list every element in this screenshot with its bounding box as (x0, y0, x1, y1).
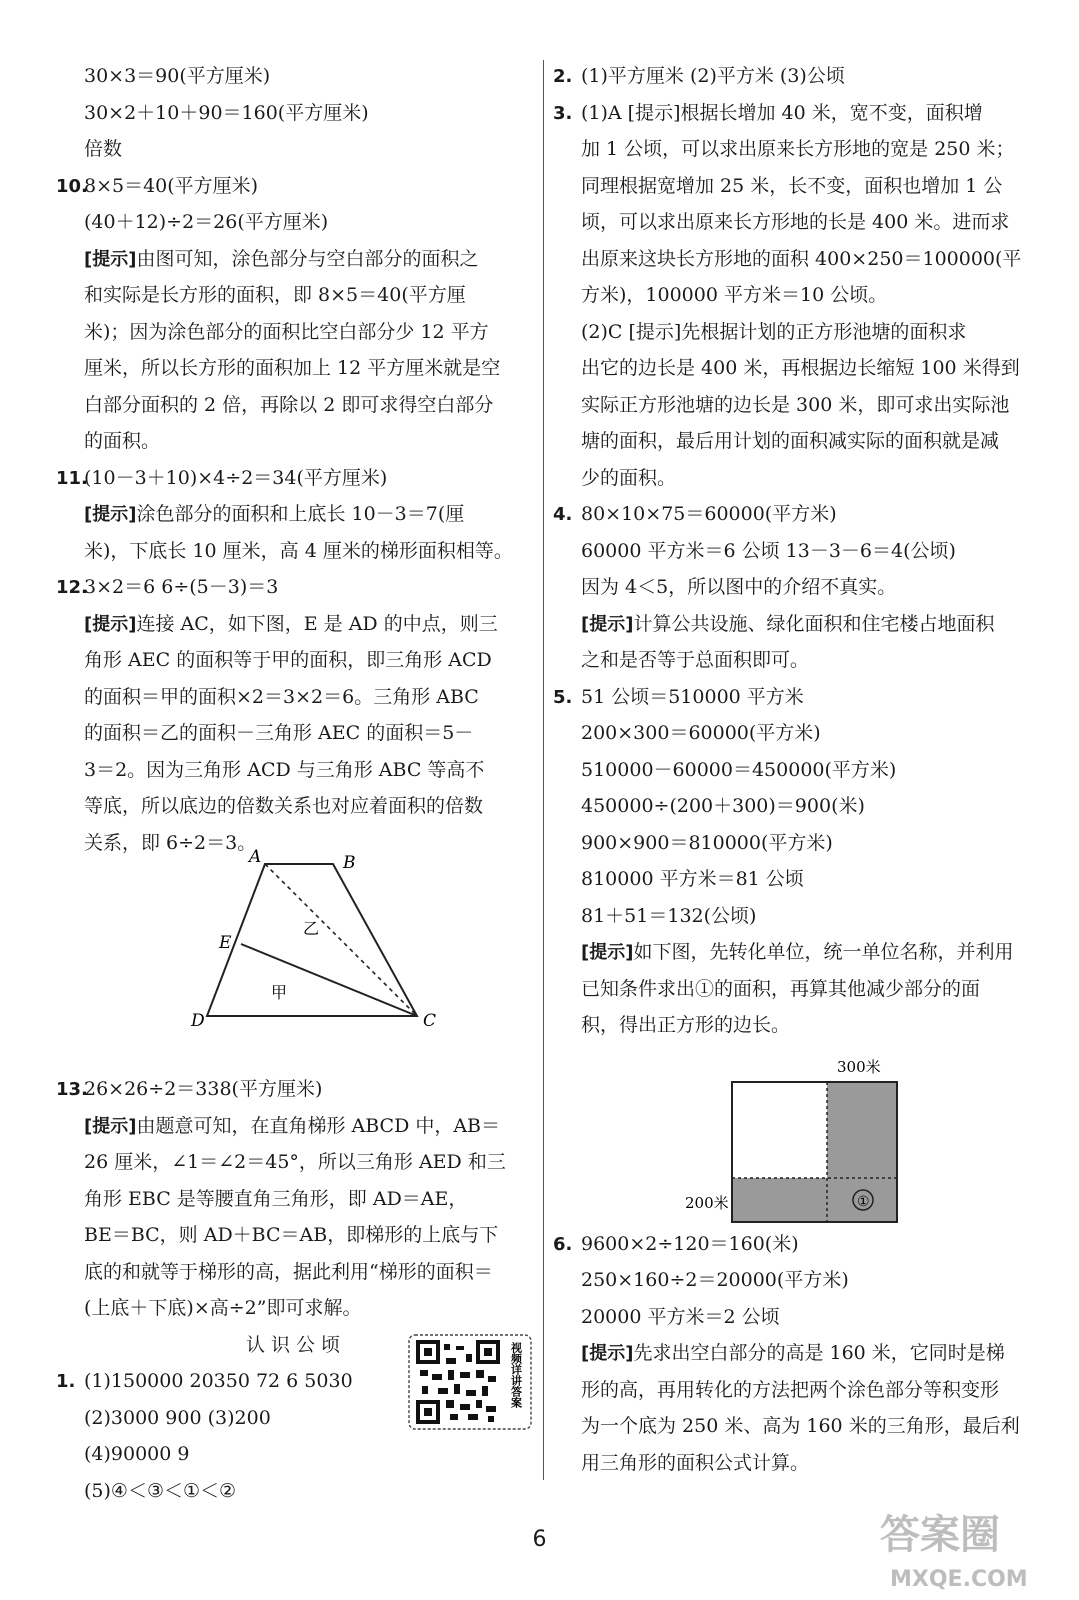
right-text-block-2 (553, 1226, 1033, 1482)
line-text: 8×5＝40(平方厘米) (84, 174, 259, 197)
line-text: (1)A [提示]根据长增加 40 米，宽不变，面积增 (581, 101, 983, 124)
text-line (553, 314, 1033, 351)
text-line (56, 423, 536, 460)
line-text: 60000 平方米＝6 公顷 13－3－6＝4(公顷) (581, 539, 956, 562)
label-b: B (343, 853, 356, 873)
line-text: 顷，可以求出原来长方形地的长是 400 米。进而求 (581, 211, 1010, 233)
line-text: 底的和就等于梯形的高，据此利用“梯形的面积＝ (84, 1260, 493, 1283)
watermark-logo (870, 1500, 1070, 1595)
watermark-title: 答案圈 (880, 1512, 1000, 1558)
text-line (553, 131, 1033, 168)
question-line (56, 460, 536, 497)
section-title: 认识公顷 (245, 1333, 346, 1356)
text-line (553, 277, 1033, 314)
line-text: 200×300＝60000(平方米) (581, 722, 821, 744)
question-number: 2. (553, 66, 573, 87)
line-text: 厘米，所以长方形的面积加上 12 平方厘米就是空 (84, 357, 501, 379)
text-line (56, 642, 536, 679)
diagonal-ac (265, 864, 417, 1016)
text-line (553, 533, 1033, 570)
text-line (56, 715, 536, 752)
line-text: 26 厘米，∠1＝∠2＝45°，所以三角形 AED 和三 (84, 1151, 506, 1173)
text-line (553, 460, 1033, 497)
text-line (56, 131, 536, 168)
label-yi: 乙 (303, 919, 320, 938)
text-line (56, 1436, 536, 1473)
line-text: 等底，所以底边的倍数关系也对应着面积的倍数 (84, 795, 484, 817)
line-text: 51 公顷＝510000 平方米 (581, 685, 804, 708)
line-text: 为一个底为 250 米、高为 160 米的三角形，最后利 (581, 1415, 1020, 1437)
hint-tag: [提示] (84, 248, 137, 270)
text-line (553, 1007, 1033, 1044)
line-text: 角形 EBC 是等腰直角三角形，即 AD＝AE， (84, 1187, 468, 1210)
line-text: 30×2＋10＋90＝160(平方厘米) (84, 101, 369, 124)
line-text: (上底＋下底)×高÷2”即可求解。 (84, 1297, 362, 1319)
line-text: 米)；因为涂色部分的面积比空白部分少 12 平方 (84, 320, 489, 343)
question-line (553, 95, 1033, 132)
line-text: BE＝BC，则 AD＋BC＝AB，即梯形的上底与下 (84, 1224, 499, 1246)
text-line (553, 825, 1033, 862)
right-column (553, 58, 1033, 1481)
line-text: 的面积＝甲的面积×2＝3×2＝6。三角形 ABC (84, 685, 479, 708)
hint-tag: [提示] (581, 1343, 634, 1364)
text-line (553, 1262, 1033, 1299)
line-text: 倍数 (84, 138, 123, 160)
label-d: D (191, 1011, 205, 1028)
text-line (56, 95, 536, 132)
line-text: 因为 4＜5，所以图中的介绍不真实。 (581, 576, 897, 598)
line-text: (2)3000 900 (3)200 (84, 1406, 271, 1429)
line-text: 9600×2÷120＝160(米) (581, 1232, 799, 1255)
line-text: (10－3＋10)×4÷2＝34(平方厘米) (84, 466, 388, 489)
page-number: 6 (532, 1527, 547, 1552)
line-text: 出它的边长是 400 米，再根据边长缩短 100 米得到 (581, 357, 1020, 379)
right-text-block (553, 58, 1033, 1044)
line-text: 的面积＝乙的面积－三角形 AEC 的面积＝5－ (84, 722, 474, 744)
line-text: 关系，即 6÷2＝3。 (84, 831, 257, 854)
text-line (553, 898, 1033, 935)
qr-code-block (408, 1334, 532, 1430)
line-text: 30×3＝90(平方厘米) (84, 65, 271, 87)
question-line (553, 496, 1033, 533)
trapezoid-figure (185, 848, 455, 1028)
question-number: 6. (553, 1233, 573, 1255)
question-line (553, 679, 1033, 716)
line-text: 和实际是长方形的面积，即 8×5＝40(平方厘 (84, 284, 466, 306)
square-figure (685, 1052, 915, 1227)
question-number: 11. (56, 467, 88, 489)
text-line (56, 752, 536, 789)
text-line (553, 350, 1033, 387)
text-line (553, 1408, 1033, 1445)
line-text: 900×900＝810000(平方米) (581, 831, 833, 854)
text-line (553, 204, 1033, 241)
text-line (56, 241, 536, 278)
text-line (56, 679, 536, 716)
text-line (56, 314, 536, 351)
question-number: 3. (553, 102, 573, 124)
line-text: 如下图，先转化单位，统一单位名称，并利用 (633, 941, 1014, 963)
text-line (553, 569, 1033, 606)
question-number: 5. (553, 686, 573, 708)
question-number: 13. (56, 1079, 88, 1100)
left-column (56, 58, 536, 1509)
line-text: 的面积。 (84, 430, 161, 452)
hint-tag: [提示] (84, 1115, 137, 1137)
line-text: 用三角形的面积公式计算。 (581, 1451, 810, 1474)
line-text: 加 1 公顷，可以求出原来长方形地的宽是 250 米； (581, 138, 1015, 160)
text-line (553, 387, 1033, 424)
line-text: 20000 平方米＝2 公顷 (581, 1305, 780, 1328)
line-text: 由题意可知，在直角梯形 ABCD 中，AB＝ (136, 1114, 501, 1137)
line-text: 积，得出正方形的边长。 (581, 1014, 791, 1036)
text-line (56, 496, 536, 533)
text-line (56, 606, 536, 643)
label-c: C (423, 1011, 437, 1028)
line-text: 实际正方形池塘的边长是 300 米，即可求出实际池 (581, 393, 1010, 416)
line-text: 白部分面积的 2 倍，再除以 2 即可求得空白部分 (84, 393, 494, 416)
label-jia: 甲 (271, 983, 288, 1002)
line-text: 方米)，100000 平方米＝10 公顷。 (581, 284, 888, 306)
label-e: E (219, 933, 232, 953)
text-line (56, 350, 536, 387)
text-line (553, 1445, 1033, 1482)
line-text: (1)150000 20350 72 6 5030 (84, 1370, 353, 1392)
line-text: (5)④＜③＜①＜② (84, 1479, 237, 1502)
left-text-block-2 (56, 1071, 536, 1327)
line-text: 先求出空白部分的高是 160 米，它同时是梯 (633, 1342, 1005, 1364)
hint-tag: [提示] (581, 942, 634, 963)
line-text: 角形 AEC 的面积等于甲的面积，即三角形 ACD (84, 649, 492, 671)
left-text-block (56, 58, 536, 861)
text-line (56, 204, 536, 241)
line-text: 同理根据宽增加 25 米，长不变，面积也增加 1 公 (581, 174, 1003, 197)
text-line (553, 1372, 1033, 1409)
question-line (553, 58, 1033, 95)
text-line (553, 1299, 1033, 1336)
trapezoid-outline (207, 864, 417, 1016)
question-line (56, 168, 536, 205)
qr-code-icon (416, 1340, 500, 1424)
circle-label: ① (857, 1194, 870, 1210)
text-line (56, 1290, 536, 1327)
text-line (553, 752, 1033, 789)
text-line (56, 1144, 536, 1181)
text-line (553, 715, 1033, 752)
line-text: 81＋51＝132(公顷) (581, 904, 757, 927)
text-line (56, 1254, 536, 1291)
text-line (56, 58, 536, 95)
text-line (553, 934, 1033, 971)
text-line (56, 533, 536, 570)
line-text: 之和是否等于总面积即可。 (581, 649, 810, 671)
line-text: (40＋12)÷2＝26(平方厘米) (84, 211, 329, 233)
text-line (553, 423, 1033, 460)
line-text: 由图可知，涂色部分与空白部分的面积之 (136, 247, 479, 270)
text-line (553, 971, 1033, 1008)
text-line (553, 861, 1033, 898)
text-line (56, 1473, 536, 1510)
line-text: (4)90000 9 (84, 1443, 190, 1465)
text-line (553, 788, 1033, 825)
line-text: 3×2＝6 6÷(5－3)＝3 (84, 576, 279, 598)
text-line (553, 606, 1033, 643)
line-text: (2)C [提示]先根据计划的正方形池塘的面积求 (581, 320, 967, 343)
line-text: 已知条件求出①的面积，再算其他减少部分的面 (581, 977, 981, 1000)
question-number: 12. (56, 577, 88, 598)
line-text: 连接 AC，如下图，E 是 AD 的中点，则三 (136, 612, 498, 635)
line-text: 涂色部分的面积和上底长 10－3＝7(厘 (136, 503, 465, 525)
line-text: 少的面积。 (581, 466, 677, 489)
label-a: A (249, 848, 262, 867)
line-text: 450000÷(200＋300)＝900(米) (581, 795, 865, 817)
text-line (553, 1335, 1033, 1372)
line-text: 塘的面积，最后用计划的面积减实际的面积就是减 (581, 430, 1000, 452)
label-300m: 300米 (837, 1058, 881, 1076)
text-line (553, 168, 1033, 205)
text-line (56, 1181, 536, 1218)
hint-tag: [提示] (84, 613, 137, 635)
question-line (56, 569, 536, 606)
line-text: (1)平方厘米 (2)平方米 (3)公顷 (581, 65, 845, 87)
text-line (56, 387, 536, 424)
segment-ec (241, 944, 417, 1016)
line-text: 250×160÷2＝20000(平方米) (581, 1269, 849, 1291)
line-text: 3＝2。因为三角形 ACD 与三角形 ABC 等高不 (84, 758, 485, 781)
watermark-url: MXQE.COM (890, 1567, 1028, 1592)
text-line (56, 1108, 536, 1145)
question-number: 4. (553, 504, 573, 525)
column-divider (543, 60, 544, 1480)
qr-label: 视频详讲答案 (509, 1342, 523, 1408)
line-text: 80×10×75＝60000(平方米) (581, 503, 837, 525)
text-line (56, 277, 536, 314)
line-text: 形的高，再用转化的方法把两个涂色部分等积变形 (581, 1378, 1000, 1401)
text-line (56, 788, 536, 825)
line-text: 计算公共设施、绿化面积和住宅楼占地面积 (633, 612, 995, 635)
label-200m: 200米 (685, 1194, 729, 1212)
text-line (553, 642, 1033, 679)
line-text: 810000 平方米＝81 公顷 (581, 868, 804, 890)
question-line (56, 1071, 536, 1108)
line-text: 米)，下底长 10 厘米，高 4 厘米的梯形面积相等。 (84, 539, 513, 562)
line-text: 26×26÷2＝338(平方厘米) (84, 1078, 323, 1100)
line-text: 510000－60000＝450000(平方米) (581, 758, 897, 781)
question-number: 10. (56, 175, 88, 197)
question-number: 1. (56, 1371, 76, 1392)
text-line (553, 241, 1033, 278)
line-text: 出原来这块长方形地的面积 400×250＝100000(平 (581, 247, 1022, 270)
question-line (553, 1226, 1033, 1263)
hint-tag: [提示] (84, 504, 137, 525)
hint-tag: [提示] (581, 613, 634, 635)
text-line (56, 1217, 536, 1254)
